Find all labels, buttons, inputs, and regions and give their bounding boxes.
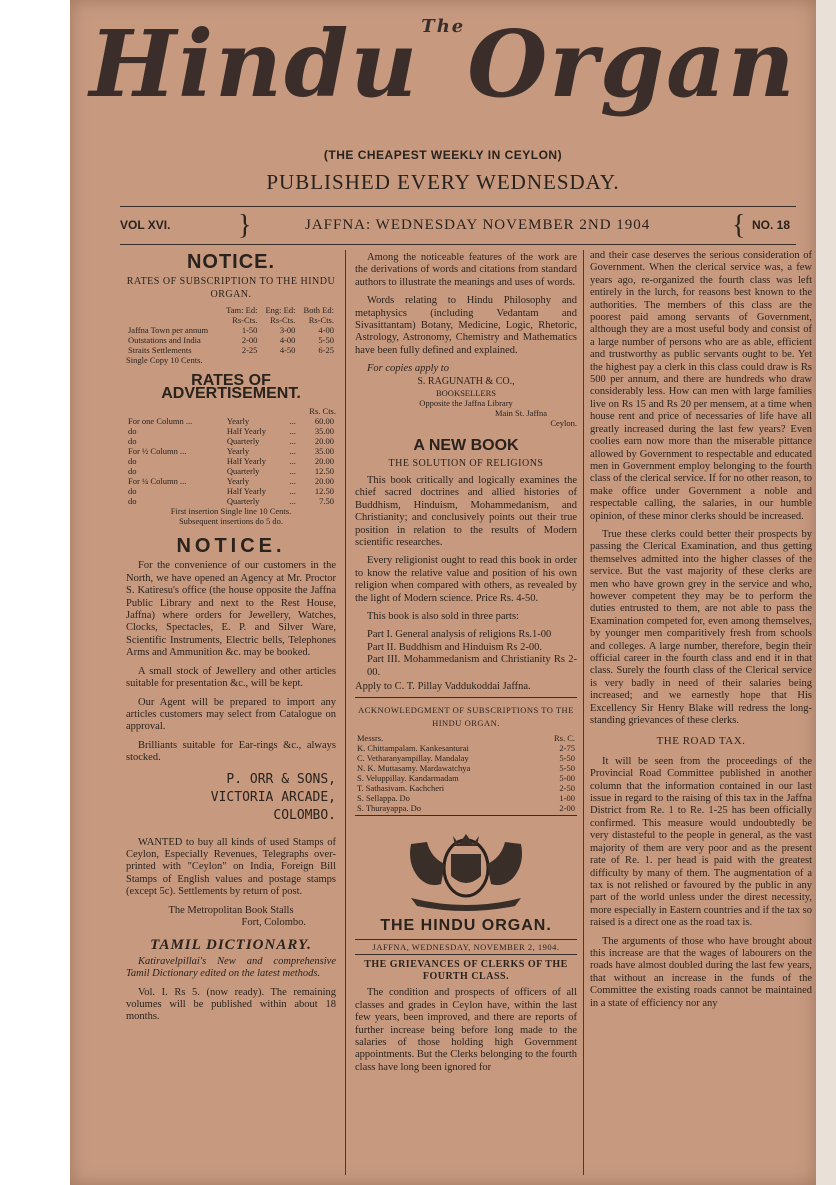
table-row xyxy=(126,325,336,335)
column-1 xyxy=(126,252,336,1030)
table-row xyxy=(355,763,577,773)
new-book-subtitle: THE SOLUTION OF RELIGIONS xyxy=(388,458,544,470)
table-row xyxy=(126,496,336,506)
advertisement-unit: Rs. Cts. xyxy=(309,406,336,417)
new-book-paragraph: This book critically and logically examines the chief sacred doctrines and allied histories of Buddhism, Hinduism, Mohammedanism, and Christianity; and conclusively points out their true position in relation to the results of Modern scientific researches. xyxy=(355,474,577,548)
table-cell: Tam: Ed: xyxy=(226,305,258,316)
table-cell: Quarterly xyxy=(226,436,260,447)
left-brace: } xyxy=(238,210,252,241)
notice-2-paragraph: A small stock of Jewellery and other articles suitable for presentation &c., will be kept. xyxy=(126,665,336,690)
notice-2-paragraph: Our Agent will be prepared to import any articles customers may select from Catalogue on approval. xyxy=(126,696,336,733)
table-cell: T. Sathasivam. Kachcheri xyxy=(357,783,445,794)
table-cell: 4-50 xyxy=(279,345,296,356)
grievances-continued: True these clerks could better their prospects by passing the Clerical Examination, and thus getting themselves admitted into the higher classes of the service. But the vast majority of these clerks are men who have grown grey in the service and who, however competent they may be to perform the duties entrusted to them, are not able to pass the Examination competed for, even among themselves, by younger men comparitively fresh from schools and colleges. A large number, therefore, begin their official career in the fourth class and end it in that class. Surely the fourth class of the Clerical service is very badly in need of their salaries being increased; and we earnestly hope that His Excellency Sir Henry Blake will redress the long-standing grievances of these clerks. xyxy=(590,528,812,727)
table-cell: 5-50 xyxy=(559,753,575,764)
table-cell: 20.00 xyxy=(314,436,334,447)
first-insertion-rate: First insertion Single line 10 Cents. xyxy=(170,506,292,517)
table-cell: ... xyxy=(289,466,296,477)
grievances-paragraph: The condition and prospects of officers of all classes and grades in Ceylon have, within the last few years, been improved, and there are reports of further increase being before long made to the salaries of those holding high Government appointments. But the Clerks belonging to the fourth class have long been ignored for xyxy=(355,987,577,1073)
table-cell: Rs-Cts. xyxy=(232,315,258,326)
bookseller-line: Main St. Jaffna xyxy=(494,408,547,419)
table-cell: C. Vetharanyampillay. Mandalay xyxy=(357,753,469,764)
dateline-rule xyxy=(120,244,796,245)
apply-to: Apply to C. T. Pillay Vaddukoddai Jaffna. xyxy=(355,680,531,692)
table-cell: Yearly xyxy=(226,476,250,487)
table-cell: Messrs. xyxy=(357,733,384,744)
table-cell: ... xyxy=(289,476,296,487)
table-cell: do xyxy=(128,486,137,497)
table-row xyxy=(126,345,336,355)
table-cell: do xyxy=(128,456,137,467)
table-row xyxy=(126,456,336,466)
table-cell: Both Ed: xyxy=(303,305,334,316)
table-cell: 1-50 xyxy=(241,325,258,336)
notice-2-paragraph: Brilliants suitable for Ear-rings &c., always stocked. xyxy=(126,739,336,764)
table-cell: ... xyxy=(289,496,296,507)
new-book-paragraph: Every religionist ought to read this book in order to know the relative value and position of his own religion when compared with others, as revealed by the light of Modern science. Price Rs. 4-50. xyxy=(355,555,577,604)
table-row xyxy=(126,476,336,486)
book-part: Part III. Mohammedanism and Christianity Rs 2-00. xyxy=(367,654,577,678)
dictionary-paragraph: Vol. I. Rs 5. (now ready). The remaining volumes will be published within about 18 months. xyxy=(126,986,336,1023)
column-divider xyxy=(345,250,346,1175)
table-cell: 20.00 xyxy=(314,476,334,487)
dictionary-paragraph: Katiravelpillai's New and comprehensive Tamil Dictionary edited on the latest methods. xyxy=(126,955,336,980)
table-row xyxy=(126,436,336,446)
volume-number: VOL XVI. xyxy=(120,218,171,232)
single-copy-price: Single Copy 10 Cents. xyxy=(126,355,203,366)
table-cell: 3-00 xyxy=(279,325,296,336)
top-rule xyxy=(120,206,796,207)
table-cell: 2-50 xyxy=(559,783,575,794)
table-cell: K. Chittampalam. Kankesanturai xyxy=(357,743,469,754)
table-row xyxy=(126,426,336,436)
table-cell: ... xyxy=(289,456,296,467)
acknowledgment-table xyxy=(355,733,577,813)
road-tax-paragraph: It will be seen from the proceedings of the Provincial Road Committee published in another column that the information contained in our last issue in regard to the raising of this tax in the Jaffna District from Re. 1 to Re. 1-25 has been officially confirmed. This measure would undoubtedly be very distasteful to the people in general, as the vast majority of them are very poor and as the present rate of Re. 1. per head is paid with the greatest difficulty by many of them. The augmentation of a tax is not relished or favoured by the public in any part of the world unless under the direst necessity, more especially in Eastern countries and if the tax so raised is a direct one as the road tax is. xyxy=(590,755,812,929)
table-cell: 35.00 xyxy=(314,426,334,437)
table-cell: Rs-Cts. xyxy=(308,315,334,326)
table-cell: Rs-Cts. xyxy=(270,315,296,326)
paper-date: JAFFNA, WEDNESDAY, NOVEMBER 2, 1904. xyxy=(372,941,560,952)
table-cell: ... xyxy=(289,426,296,437)
orr-signature: P. ORR & SONS, VICTORIA ARCADE, COLOMBO. xyxy=(210,771,336,823)
bookseller-name: S. RAGUNATH & CO., xyxy=(417,375,515,387)
table-cell: ... xyxy=(289,416,296,427)
grievances-continued: and their case deserves the serious consideration of Government. When the clerical service was, a few years ago, re-organized the fourth class was left entirely in the lurch, for reasons best known to the authorities. The members of this class are the poorest paid among servants of Government, although they are a most useful body and consist of a large number of persons who are as able, efficient and trustworthy as public servants ought to be. Yet the highest pay a clerk in this class could draw is Rs 500 per annum, and there are hundreds who draw considerably less. How can men with large families live on Rs 15 and Rs 20 per mensem, at a time when house rent and price of necessaries of life have all greatly increased during the last few years? Even coolies earn now more than the miserable pittance allowed by Government to respectable and educated men in Government employ belonging to the fourth class of the clerical service. If for no other reason, to make office under Government a noble and respectable calling, the salaries, in our humble opinion, of these minor clerks should be increased. xyxy=(590,250,812,522)
issue-date: JAFFNA: WEDNESDAY NOVEMBER 2ND 1904 xyxy=(305,217,651,233)
table-cell: Outstations and India xyxy=(128,335,201,346)
table-cell: do xyxy=(128,496,137,507)
road-tax-paragraph: The arguments of those who have brought about this increase are that the wages of labourers on the roads have almost doubled during the last few years, that without an increase in the funds of the Committee the existing roads cannot be maintained in a state of efficiency nor any xyxy=(590,935,812,1009)
table-cell: do xyxy=(128,436,137,447)
table-cell: For ½ Column ... xyxy=(128,446,187,457)
table-row xyxy=(126,446,336,456)
masthead-title xyxy=(70,10,816,118)
table-row xyxy=(355,753,577,763)
bookseller-line: Opposite the Jaffna Library xyxy=(419,398,513,409)
paper-title: THE HINDU ORGAN. xyxy=(380,917,552,935)
table-cell: Straits Settlements xyxy=(128,345,192,356)
bookseller-line: BOOKSELLERS xyxy=(436,388,496,399)
wanted-signature-2: Fort, Colombo. xyxy=(241,916,306,928)
subsequent-insertion-rate: Subsequent insertions do 5 do. xyxy=(178,516,284,527)
table-cell: 5-50 xyxy=(318,335,334,346)
tagline: (THE CHEAPEST WEEKLY IN CEYLON) xyxy=(323,148,563,162)
book-part: Part II. Buddhism and Hinduism Rs 2-00. xyxy=(367,641,542,653)
issue-number: NO. 18 xyxy=(751,218,790,232)
road-tax-heading: THE ROAD TAX. xyxy=(656,735,746,748)
table-cell: Half Yearly xyxy=(226,456,267,467)
table-cell: Half Yearly xyxy=(226,486,267,497)
page-edge xyxy=(816,0,836,1185)
table-cell: 5-50 xyxy=(559,763,575,774)
table-cell: For ¼ Column ... xyxy=(128,476,187,487)
dictionary-features-paragraph: Among the noticeable features of the work are the derivations of words and citations from standard authors to illustrate the meanings and uses of words. xyxy=(355,252,577,288)
dateline xyxy=(120,212,790,240)
column-2 xyxy=(355,252,577,1080)
table-cell: 6-25 xyxy=(318,345,334,356)
table-row xyxy=(355,803,577,813)
masthead-title-right: Organ xyxy=(467,10,797,118)
table-cell: 4-00 xyxy=(318,325,334,336)
column-divider xyxy=(583,250,584,1175)
notice-heading: NOTICE. xyxy=(186,251,276,273)
table-cell: Rs. C. xyxy=(553,733,575,744)
table-cell: Eng: Ed: xyxy=(265,305,296,316)
table-row xyxy=(126,416,336,426)
right-brace: { xyxy=(732,210,746,241)
copies-apply: For copies apply to xyxy=(367,363,449,375)
royal-crest-icon xyxy=(391,824,541,912)
tamil-dictionary-heading: TAMIL DICTIONARY. xyxy=(150,937,312,954)
table-cell: ... xyxy=(289,446,296,457)
table-cell xyxy=(126,305,220,315)
table-row xyxy=(355,733,577,743)
bookseller-line: Ceylon. xyxy=(550,418,577,429)
advertisement-table xyxy=(126,416,336,506)
table-cell: N. K. Muttasamy. Mardawatchya xyxy=(357,763,471,774)
table-row xyxy=(355,783,577,793)
table-cell: 7.50 xyxy=(319,496,334,507)
table-cell: 12.50 xyxy=(314,466,334,477)
table-cell: 5-00 xyxy=(559,773,575,784)
wanted-signature-1: The Metropolitan Book Stalls xyxy=(168,904,294,916)
new-book-paragraph: This book is also sold in three parts: xyxy=(367,610,519,622)
table-row xyxy=(126,315,336,325)
table-row xyxy=(126,466,336,476)
subscription-heading: RATES OF SUBSCRIPTION TO THE HINDU ORGAN. xyxy=(126,276,336,300)
wanted-notice: WANTED to buy all kinds of used Stamps of Ceylon, Especially Revenues, Telegraphs over-printed with "Ceylon" on India, Foreign Bill Stamps of English values and postage stamps (except 5c). Settlements by return of post. xyxy=(126,836,336,898)
table-cell: Quarterly xyxy=(226,466,260,477)
table-cell: 60.00 xyxy=(314,416,334,427)
table-cell: ... xyxy=(289,486,296,497)
notice-2-heading: NOTICE. xyxy=(176,535,286,558)
table-cell: Yearly xyxy=(226,446,250,457)
table-cell: Jaffna Town per annum xyxy=(128,325,209,336)
table-row xyxy=(126,486,336,496)
acknowledgment-heading: ACKNOWLEDGMENT OF SUBSCRIPTIONS TO THE HINDU ORGAN. xyxy=(358,705,574,728)
table-cell: Half Yearly xyxy=(226,426,267,437)
table-cell: S. Veluppillay. Kandarmadam xyxy=(357,773,459,784)
masthead-the: The xyxy=(421,16,466,37)
newspaper-page xyxy=(70,0,816,1185)
acknowledgment-block xyxy=(355,697,577,816)
table-cell: Quarterly xyxy=(226,496,260,507)
table-cell: ... xyxy=(289,436,296,447)
table-row xyxy=(355,793,577,803)
table-row xyxy=(355,743,577,753)
table-cell: 2-25 xyxy=(241,345,258,356)
table-cell: 35.00 xyxy=(314,446,334,457)
table-row xyxy=(355,773,577,783)
published-line: PUBLISHED EVERY WEDNESDAY. xyxy=(266,170,620,194)
table-cell: S. Sellappa. Do xyxy=(357,793,410,804)
table-cell: For one Column ... xyxy=(128,416,193,427)
new-book-heading: A NEW BOOK xyxy=(413,437,519,455)
notice-2-paragraph: For the convenience of our customers in the North, we have opened an Agency at Mr. Proctor S. Katiresu's office (the house opposite the Jaffna Public Library and next to the Rest House, Jaffna) where orders for Jewellery, Watches, Clocks, Spectacles, E. P. and Silver Ware, Scientific Instruments, Electric bells, Telephones Arms and Ammunition &c. may be booked. xyxy=(126,560,336,659)
dictionary-subjects-paragraph: Words relating to Hindu Philosophy and metaphysics (including Vedantam and Sivasittantam) Botany, Medicine, Logic, Rhetoric, Astrology, Astronomy, Chemistry and Mathematics have been fully defined and explained. xyxy=(355,295,577,356)
table-cell: 12.50 xyxy=(314,486,334,497)
subscription-table xyxy=(126,305,336,355)
table-cell xyxy=(126,315,220,325)
masthead-title-left: Hindu xyxy=(89,10,420,118)
table-cell: Yearly xyxy=(226,416,250,427)
column-3 xyxy=(590,250,812,1016)
table-cell: 2-00 xyxy=(241,335,258,346)
grievances-heading: THE GRIEVANCES OF CLERKS OF THE FOURTH CLASS. xyxy=(364,958,568,982)
book-part: Part I. General analysis of religions Rs.1-00 xyxy=(367,629,552,641)
table-cell: 20.00 xyxy=(314,456,334,467)
table-cell: do xyxy=(128,466,137,477)
table-row xyxy=(126,305,336,315)
table-row xyxy=(126,335,336,345)
table-cell: 2-00 xyxy=(559,803,575,814)
table-cell: 1-00 xyxy=(559,793,575,804)
table-cell: S. Thurayappa. Do xyxy=(357,803,422,814)
advertisement-heading: RATES OF ADVERTISEMENT. xyxy=(161,372,301,402)
table-cell: 4-00 xyxy=(279,335,296,346)
table-cell: do xyxy=(128,426,137,437)
table-cell: 2-75 xyxy=(559,743,575,754)
